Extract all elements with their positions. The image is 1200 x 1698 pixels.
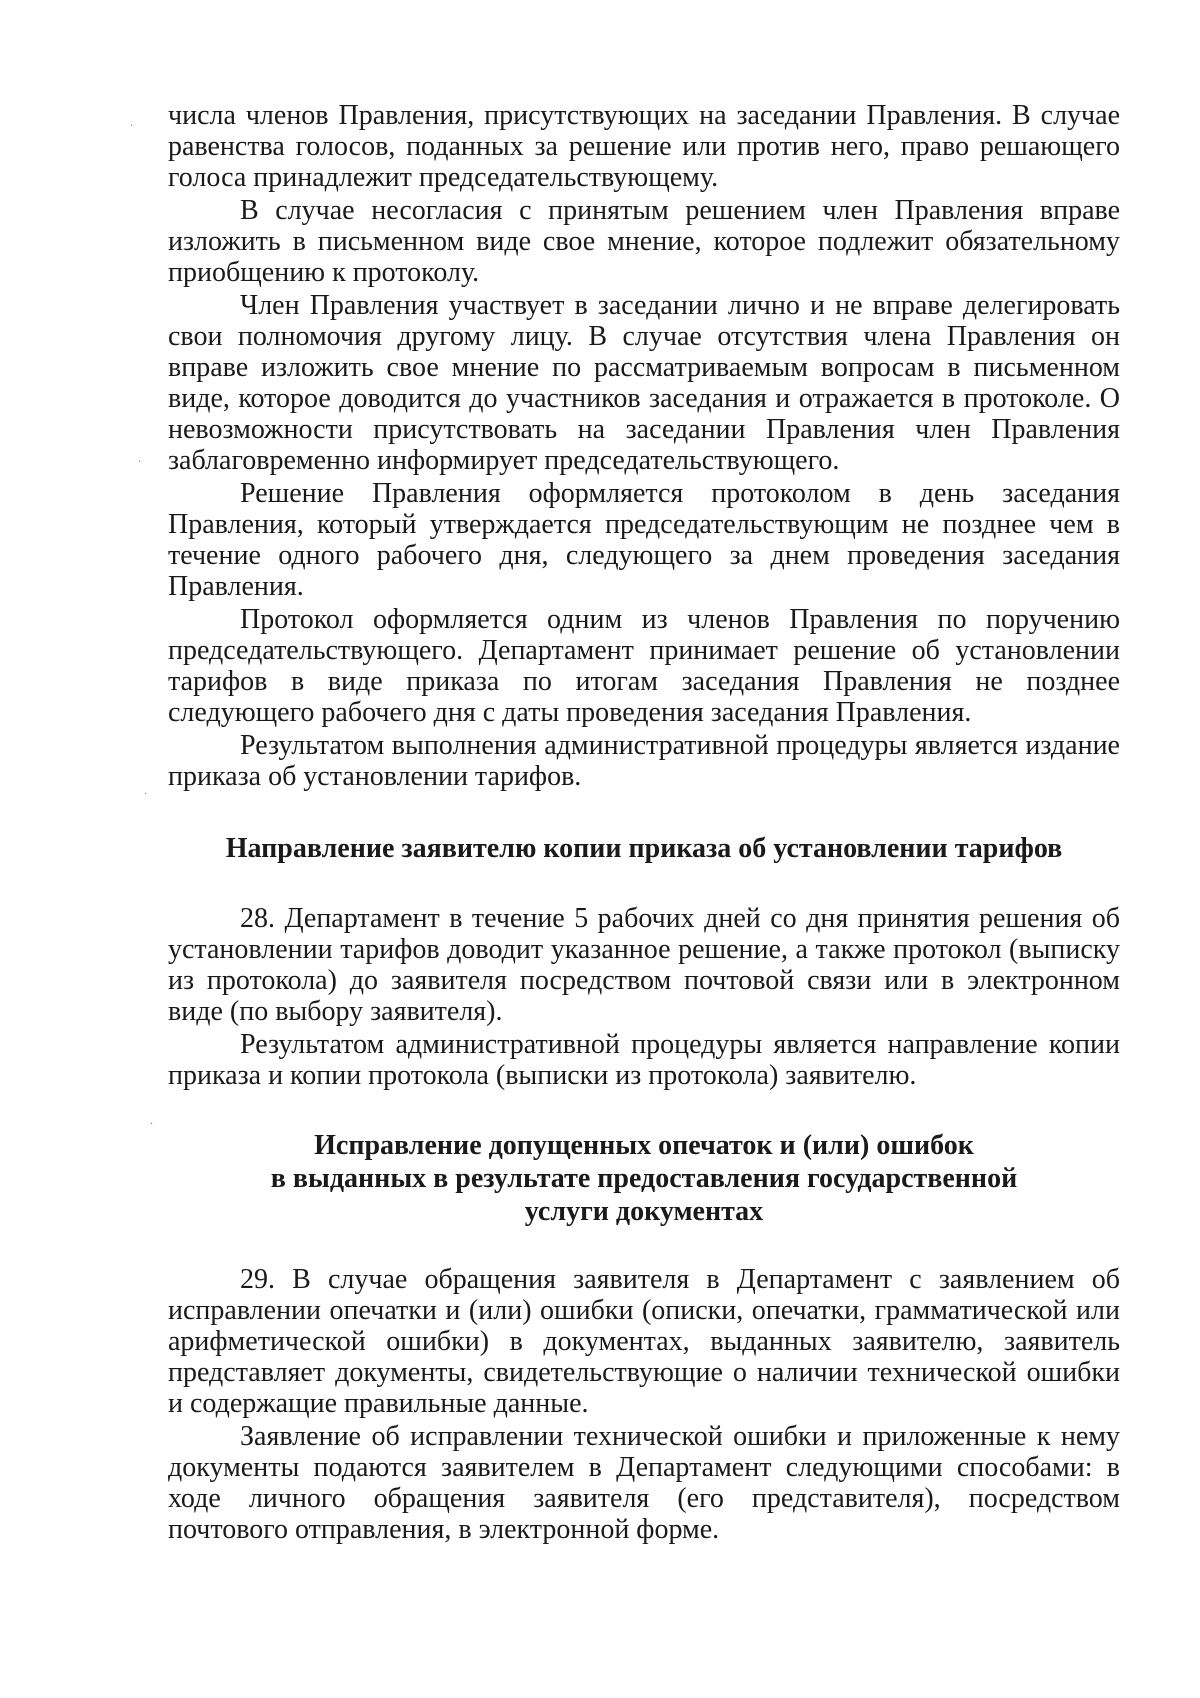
scan-mark: · [138,457,142,468]
section-heading [168,1129,1120,1228]
section-heading-line: в выданных в результате предоставления государственной [270,1163,1018,1194]
section-heading-line: Исправление допущенных опечаток и (или) ошибок [314,1130,974,1161]
paragraph: Решение Правления оформляется протоколом в день заседания Правления, который утверждается председательствующим не позднее чем в течение одного рабочего дня, следующего за днем проведения заседания Правления. [168,478,1120,602]
paragraph: В случае несогласия с принятым решением член Правления вправе изложить в письменном виде свое мнение, которое подлежит обязательному приобщению к протоколу. [168,195,1120,288]
paragraph: 28. Департамент в течение 5 рабочих дней со дня принятия решения об установлении тарифов доводит указанное решение, а также протокол (выписку из протокола) до заявителя посредством почтовой связи или в электронном виде (по выбору заявителя). [168,903,1120,1027]
paragraph: Результатом административной процедуры является направление копии приказа и копии протокола (выписки из протокола) заявителю. [168,1029,1120,1091]
document-page [168,100,1120,1547]
paragraph: Протокол оформляется одним из членов Правления по поручению председательствующего. Департамент принимает решение об установлении тарифов в виде приказа по итогам заседания Правления не позднее следующего рабочего дня с даты проведения заседания Правления. [168,604,1120,728]
paragraph: Член Правления участвует в заседании лично и не вправе делегировать свои полномочия другому лицу. В случае отсутствия члена Правления он вправе изложить свое мнение по рассматриваемым вопросам в письменном виде, которое доводится до участников заседания и отражается в протоколе. О невозможности присутствовать на заседании Правления член Правления заблаговременно информирует председательствующего. [168,290,1120,476]
paragraph: 29. В случае обращения заявителя в Департамент с заявлением об исправлении опечатки и (или) ошибки (описки, опечатки, грамматической или арифметической ошибки) в документах, выданных заявителю, заявитель представляет документы, свидетельствующие о наличии технической ошибки и содержащие правильные данные. [168,1264,1120,1419]
scan-mark: · [130,121,134,132]
section-heading-line: услуги документах [524,1196,764,1227]
scan-mark: · [144,789,148,800]
paragraph: Результатом выполнения административной процедуры является издание приказа об установлении тарифов. [168,730,1120,792]
paragraph: числа членов Правления, присутствующих на заседании Правления. В случае равенства голосов, поданных за решение или против него, право решающего голоса принадлежит председательствующему. [168,100,1120,193]
scan-mark: · [150,1119,154,1130]
section-heading: Направление заявителю копии приказа об установлении тарифов [225,833,1063,864]
paragraph: Заявление об исправлении технической ошибки и приложенные к нему документы подаются заявителем в Департамент следующими способами: в ходе личного обращения заявителя (его представителя), посредством почтового отправления, в электронной форме. [168,1421,1120,1545]
